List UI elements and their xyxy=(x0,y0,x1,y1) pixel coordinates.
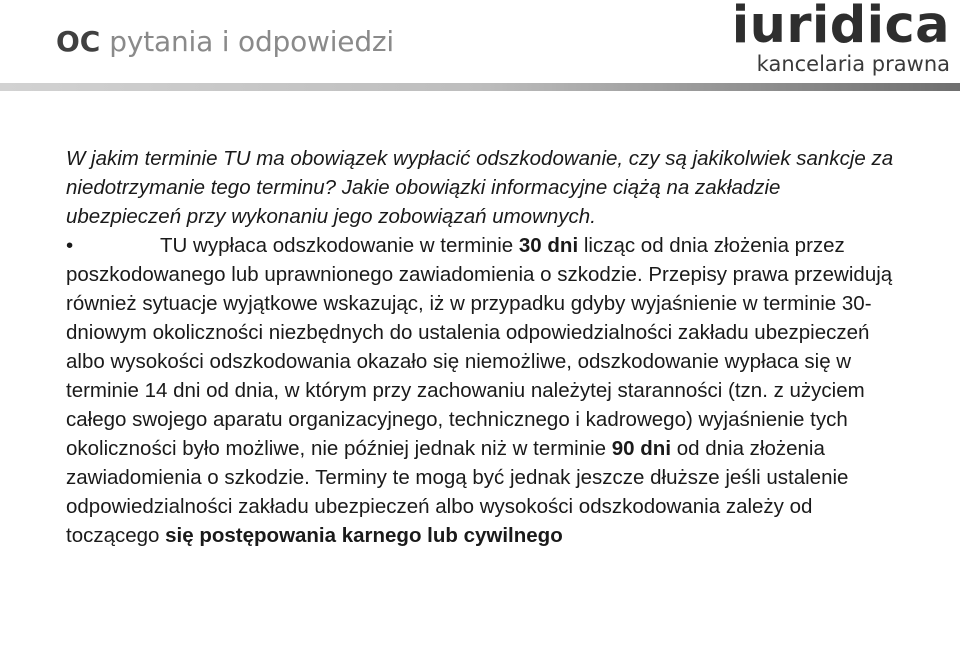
header-divider xyxy=(0,83,960,91)
iuridica-logo xyxy=(731,0,960,80)
title-rest: pytania i odpowiedzi xyxy=(109,25,394,58)
title-strong: OC xyxy=(56,25,101,58)
question-text: W jakim terminie TU ma obowiązek wypłacić odszkodowanie, czy są jakikolwiek sankcje za niedotrzymanie tego terminu? Jakie obowiązki informacyjne ciążą na zakładzie ubezpieczeń przy wykonaniu jego zobowiązań umownych. xyxy=(66,147,894,228)
answer-text-3: od dnia złożenia zawiadomienia o szkodzie. Terminy te mogą być jednak jeszcze dłuższe jeśli ustalenie odpowiedzialności zakładu ubezpieczeń albo wysokości odszkodowania zależy od toczącego xyxy=(66,437,849,547)
slide-body xyxy=(66,144,896,550)
bullet-icon: • xyxy=(66,234,74,257)
answer-paragraph xyxy=(66,231,896,550)
slide-title xyxy=(56,22,394,62)
answer-bold-90-days: 90 dni xyxy=(611,437,672,460)
logo-name: iuridica xyxy=(731,0,950,55)
answer-text-2: licząc od dnia złożenia przez poszkodowanego lub uprawnionego zawiadomienia o szkodzie. Przepisy prawa przewidują również sytuacje wyjątkowe wskazując, iż w przypadku gdyby wyjaśnienie w terminie 30-dniowym okoliczności niezbędnych do ustalenia odpowiedzialności zakładu ubezpieczeń albo wysokości odszkodowania okazało się niemożliwe, odszkodowanie wypłaca się w terminie 14 dni od dnia, w którym przy zachowaniu należytej staranności (tzn. z użyciem całego swojego aparatu organizacyjnego, technicznego i kadrowego) wyjaśnienie tych okoliczności było możliwe, nie później jednak niż w terminie xyxy=(66,234,893,460)
answer-bold-30-days: 30 dni xyxy=(518,234,579,257)
logo-tagline: kancelaria prawna xyxy=(756,52,950,76)
header xyxy=(0,0,960,88)
answer-bold-proceedings: się postępowania karnego lub cywilnego xyxy=(165,524,563,547)
answer-text-1: TU wypłaca odszkodowanie w terminie xyxy=(160,234,519,257)
